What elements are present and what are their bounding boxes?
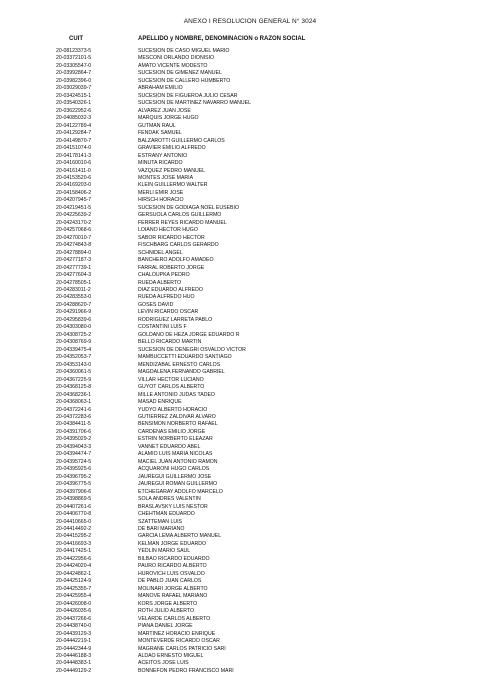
name-cell: BONNEFON PEDRO FRANCISCO MARI: [138, 667, 234, 674]
cuit-cell: 20-04394474-7: [56, 451, 92, 458]
name-cell: ETCHEGARAY ADOLFO MARCELO: [138, 488, 223, 495]
name-cell: MAMBUCCETTI EDUARDO SANTIAGO: [138, 354, 232, 361]
table-row: [56, 227, 436, 234]
cuit-cell: 20-04391706-6: [56, 428, 92, 435]
cuit-cell: 20-04426008-0: [56, 600, 92, 607]
name-cell: MANOVE RAFAEL MARIANO: [138, 593, 208, 600]
name-cell: ALVAREZ JUAN JOSE: [138, 107, 191, 114]
name-cell: BILBAO RICARDO EDUARDO: [138, 555, 210, 562]
name-cell: FERRER REYES RICARDO MANUEL: [138, 219, 227, 226]
name-cell: ALDAO ERNESTO MIGUEL: [138, 652, 204, 659]
cuit-cell: 20-04308769-9: [56, 339, 92, 346]
table-row: [56, 145, 436, 152]
name-cell: BANCHERO ADOLFO AMADEO: [138, 257, 214, 264]
name-cell: FARRAL ROBERTO JORGE: [138, 264, 205, 271]
name-cell: KLEIN GUILLERMO WALTER: [138, 182, 208, 189]
table-row: [56, 55, 436, 62]
cuit-cell: 20-04449129-2: [56, 667, 92, 674]
name-cell: MILLE ANTONIO JUDAS TADEO: [138, 391, 215, 398]
name-cell: SABOR RICARDO HECTOR: [138, 234, 205, 241]
table-row: [56, 48, 436, 55]
name-cell: SUCESION DE CASO MIGUEL MARIO: [138, 48, 230, 54]
name-cell: SUCESION DE DENEGRI OSVALDO VICTOR: [138, 346, 246, 353]
table-row: [56, 548, 436, 555]
table-row: [56, 362, 436, 369]
table-row: [56, 429, 436, 436]
cuit-cell: 20-04396775-5: [56, 481, 92, 488]
cuit-cell: 20-04277604-3: [56, 272, 92, 279]
name-cell: GRAVIER EMILIO ALFREDO: [138, 145, 206, 152]
table-row: [56, 496, 436, 503]
name-cell: KELMAN JORGE EDUARDO: [138, 540, 207, 547]
cuit-cell: 20-04122789-4: [56, 122, 92, 129]
name-cell: YUDYO ALBERTO HORACIO: [138, 406, 208, 413]
cuit-cell: 20-04425124-9: [56, 578, 92, 585]
name-cell: JAUREGUI ROMAN GUILLERMO: [138, 481, 217, 488]
cuit-cell: 20-04416693-3: [56, 540, 92, 547]
table-row: [56, 586, 436, 593]
cuit-cell: 20-04225639-2: [56, 212, 92, 219]
table-row: [56, 593, 436, 600]
name-cell: SUCESION DE GIMENEZ MANUEL: [138, 70, 222, 77]
name-cell: VILLAR HECTOR LUCIANO: [138, 376, 204, 383]
name-cell: SUCESION DE FIGUEROA JULIO CESAR: [138, 92, 238, 99]
cuit-cell: 20-04277739-1: [56, 264, 92, 271]
table-row: [56, 511, 436, 518]
name-cell: CHALOUPKA PEDRO: [138, 272, 190, 279]
name-cell: MESCONI ORLANDO DIONISIO: [138, 55, 215, 62]
table-row: [56, 250, 436, 257]
cuit-cell: 20-04149870-7: [56, 137, 92, 144]
cuit-cell: 20-04442219-1: [56, 638, 92, 645]
table-row: [56, 646, 436, 653]
name-cell: VANNET EDUARDO ABEL: [138, 443, 201, 450]
name-cell: DIAZ EDUARDO ALFREDO: [138, 287, 203, 293]
cuit-cell: 20-04353143-0: [56, 361, 92, 368]
cuit-cell: 20-04439129-3: [56, 630, 92, 637]
table-row: [56, 414, 436, 421]
cuit-cell: 20-04283553-0: [56, 294, 92, 301]
name-cell: GUTMAN RAUL: [138, 122, 176, 129]
cuit-cell: 20-04442344-9: [56, 645, 92, 652]
table-row: [56, 280, 436, 287]
cuit-cell: 20-04283011-2: [56, 287, 91, 293]
table-row: [56, 421, 436, 428]
cuit-cell: 20-04367225-9: [56, 376, 92, 383]
cuit-cell: 20-04437266-6: [56, 615, 92, 622]
name-cell: RODRIGUEZ LARRETA PABLO: [138, 316, 213, 323]
table-row: [56, 220, 436, 227]
cuit-cell: 20-04398869-5: [56, 496, 92, 503]
table-row: [56, 168, 436, 175]
table-row: [56, 332, 436, 339]
cuit-cell: 20-04352053-7: [56, 354, 92, 361]
cuit-cell: 20-04424020-4: [56, 563, 92, 570]
cuit-cell: 20-04207945-7: [56, 197, 92, 204]
name-cell: RUEDA ALBERTO: [138, 279, 182, 286]
name-cell: HUROVICH LUIS OSVALDO: [138, 570, 205, 577]
table-row: [56, 436, 436, 443]
cuit-cell: 20-04414492-2: [56, 526, 92, 532]
name-cell: ROTH JULIO ALBERTO: [138, 608, 195, 615]
name-cell: FISCHBARG CARLOS GERARDO: [138, 242, 219, 249]
name-cell: ALAMIO LUIS MARIA NICOLAS: [138, 451, 213, 458]
table-row: [56, 601, 436, 608]
table-row: [56, 459, 436, 466]
cuit-cell: 20-04395724-5: [56, 458, 92, 465]
name-cell: GOLDANO DE HEZA JORGE EDUARDO R: [138, 331, 240, 338]
cuit-cell: 20-04219451-5: [56, 204, 92, 211]
name-cell: SCHNIDEL ANGEL: [138, 249, 183, 256]
cuit-cell: 20-04303080-0: [56, 324, 92, 331]
table-row: [56, 339, 436, 346]
name-cell: LEVIN RICARDO OSCAR: [138, 309, 199, 316]
cuit-cell: 20-03424515-1: [56, 92, 92, 99]
cuit-cell: 20-04278505-1: [56, 279, 92, 286]
table-row: [56, 668, 436, 675]
table-row: [56, 197, 436, 204]
cuit-cell: 20-04339475-4: [56, 346, 92, 353]
cuit-cell: 20-04368236-1: [56, 391, 92, 398]
table-row: [56, 317, 436, 324]
table-row: [56, 407, 436, 414]
cuit-cell: 20-04426035-6: [56, 608, 92, 615]
table-row: [56, 578, 436, 585]
name-cell: BALZAROTTI GUILLERMO CARLOS: [138, 137, 225, 144]
name-cell: SUCESION DE MARTINEZ NAVARRO MANUEL: [138, 100, 251, 107]
table-row: [56, 631, 436, 638]
table-row: [56, 182, 436, 189]
cuit-cell: 20-04085032-3: [56, 115, 92, 122]
table-row: [56, 384, 436, 391]
table-row: [56, 257, 436, 264]
cuit-cell: 20-03982396-0: [56, 77, 92, 84]
table-row: [56, 526, 436, 533]
name-cell: SUCESION DE GODIAGA NOEL EUSEBIO: [138, 204, 239, 211]
name-cell: GUTIERREZ ZALDIVAR ALVARO: [138, 413, 216, 420]
table-row: [56, 205, 436, 212]
table-row: [56, 302, 436, 309]
taxpayer-list: [56, 48, 436, 675]
table-row: [56, 466, 436, 473]
name-cell: KORS JORGE ALBERTO: [138, 600, 198, 607]
table-row: [56, 660, 436, 667]
name-cell: MERLI EMIR JOSE: [138, 189, 184, 196]
table-row: [56, 474, 436, 481]
name-cell: MONTEVERDE RICARDO OSCAR: [138, 638, 220, 645]
table-row: [56, 100, 436, 107]
cuit-cell: 20-04257068-6: [56, 227, 92, 234]
cuit-cell: 20-04277187-3: [56, 257, 92, 264]
name-cell: BENSIMON NORBERTO RAFAEL: [138, 421, 218, 428]
cuit-cell: 20-04243170-2: [56, 219, 92, 226]
table-row: [56, 519, 436, 526]
cuit-cell: 20-04295839-6: [56, 316, 92, 323]
table-row: [56, 563, 436, 570]
cuit-cell: 20-04288620-7: [56, 301, 92, 308]
name-cell: ESTRANY ANTONIO: [138, 152, 188, 159]
cuit-cell: 20-03540326-1: [56, 100, 92, 107]
table-row: [56, 369, 436, 376]
cuit-cell: 20-04291966-9: [56, 309, 92, 316]
table-row: [56, 242, 436, 249]
cuit-cell: 20-08123373-5: [56, 48, 92, 54]
table-row: [56, 85, 436, 92]
cuit-cell: 20-04372283-6: [56, 413, 92, 420]
table-row: [56, 153, 436, 160]
cuit-cell: 20-04395029-2: [56, 436, 92, 443]
name-cell: PIANA DANIEL JORGE: [138, 623, 193, 630]
table-row: [56, 190, 436, 197]
name-cell: DE BARI MARIANO: [138, 526, 185, 532]
table-row: [56, 392, 436, 399]
table-row: [56, 235, 436, 242]
table-row: [56, 115, 436, 122]
name-cell: COSTANTINI LUIS F: [138, 324, 187, 331]
table-row: [56, 377, 436, 384]
name-cell: FENDAK SAMUEL: [138, 130, 182, 137]
name-cell: SZATTEMAN LUIS: [138, 518, 183, 525]
cuit-cell: 20-04372241-6: [56, 406, 92, 413]
table-row: [56, 93, 436, 100]
table-row: [56, 571, 436, 578]
name-cell: MOLINARI JORGE ALBERTO: [138, 585, 208, 592]
name-cell: PAURO RICARDO ALBERTO: [138, 563, 207, 570]
name-cell: MENDIZABAL ERNESTO CARLOS: [138, 361, 221, 368]
cuit-cell: 20-04308725-2: [56, 331, 92, 338]
table-row: [56, 63, 436, 70]
name-cell: DE PABLO JUAN CARLOS: [138, 578, 202, 585]
cuit-cell: 20-04397906-6: [56, 488, 92, 495]
name-cell: AMATO VICENTE MODESTO: [138, 62, 208, 69]
name-cell: JAUREGUI GUILLERMO JOSE: [138, 473, 212, 480]
cuit-cell: 20-04278894-0: [56, 249, 92, 256]
name-cell: GARCIA LEMA ALBERTO MANUEL: [138, 533, 222, 540]
table-row: [56, 160, 436, 167]
name-cell: ABRAHAM EMILIO: [138, 85, 183, 92]
cuit-cell: 20-04368125-8: [56, 384, 92, 391]
table-row: [56, 541, 436, 548]
name-cell: MACIEL JUAN ANTONIO RAMON: [138, 458, 218, 465]
table-row: [56, 272, 436, 279]
table-row: [56, 78, 436, 85]
name-cell: SUCESION DE CALLERO HUMBERTO: [138, 77, 231, 84]
cuit-cell: 20-04395925-6: [56, 466, 92, 473]
table-row: [56, 175, 436, 182]
name-cell: MAGDALENA FERNANDO GABRIEL: [138, 369, 225, 376]
name-cell: MAGRANE CARLOS PATRICIO SARI: [138, 645, 226, 652]
cuit-cell: 20-04410665-0: [56, 518, 92, 525]
name-cell: MARQUIS JORGE HUGO: [138, 115, 199, 122]
cuit-cell: 20-04161411-0: [56, 167, 91, 174]
cuit-cell: 20-04158406-2: [56, 189, 92, 196]
table-row: [56, 347, 436, 354]
table-row: [56, 294, 436, 301]
column-header-cuit: CUIT: [69, 36, 83, 42]
name-cell: MARTINEZ HORACIO ENRIQUE: [138, 630, 216, 637]
name-cell: HIRSCH HORACIO: [138, 197, 184, 204]
name-cell: BRASLAVSKY LUIS NESTOR: [138, 503, 208, 510]
cuit-cell: 20-03305547-0: [56, 62, 92, 69]
name-cell: GOSES DAVID: [138, 301, 174, 308]
table-row: [56, 108, 436, 115]
name-cell: MASAD ENRIQUE: [138, 399, 182, 406]
name-cell: ACQUARONI HUGO CARLOS: [138, 466, 210, 473]
cuit-cell: 20-04446188-3: [56, 652, 92, 659]
table-row: [56, 489, 436, 496]
name-cell: YEDLIN MARIO SAUL: [138, 548, 191, 555]
name-cell: VAZQUEZ PEDRO MANUEL: [138, 167, 206, 174]
table-row: [56, 399, 436, 406]
table-row: [56, 481, 436, 488]
table-row: [56, 444, 436, 451]
column-header-name: APELLIDO y NOMBRE, DENOMINACION o RAZON SOCIAL: [138, 36, 306, 42]
cuit-cell: 20-03622952-6: [56, 107, 92, 114]
table-row: [56, 638, 436, 645]
name-cell: MONTES JOSE MARIA: [138, 174, 194, 181]
table-row: [56, 70, 436, 77]
table-row: [56, 265, 436, 272]
table-row: [56, 451, 436, 458]
cuit-cell: 20-04129284-7: [56, 130, 92, 137]
table-row: [56, 504, 436, 511]
table-row: [56, 623, 436, 630]
table-row: [56, 324, 436, 331]
page-title: ANEXO I RESOLUCION GENERAL N° 3024: [183, 18, 317, 25]
name-cell: MINUTA RICARDO: [138, 160, 183, 167]
cuit-cell: 20-04425955-4: [56, 593, 92, 600]
table-row: [56, 130, 436, 137]
table-row: [56, 138, 436, 145]
cuit-cell: 20-04415295-2: [56, 533, 92, 540]
name-cell: ESTRIN NORBERTO ELEAZAR: [138, 436, 213, 443]
name-cell: BELLO RICARDO MARTIN: [138, 339, 202, 346]
cuit-cell: 20-04153520-6: [56, 174, 92, 181]
table-row: [56, 287, 436, 294]
name-cell: GERSUOLA CARLOS GUILLERMO: [138, 212, 222, 219]
cuit-cell: 20-04384411-5: [56, 421, 91, 428]
cuit-cell: 20-03029039-7: [56, 85, 92, 92]
cuit-cell: 20-04270010-7: [56, 234, 92, 241]
name-cell: ACEITOS JOSE LUIS: [138, 660, 189, 667]
cuit-cell: 20-04151074-0: [56, 145, 92, 152]
cuit-cell: 20-04160010-6: [56, 160, 92, 167]
cuit-cell: 20-04274843-8: [56, 242, 92, 249]
name-cell: GUYOT CARLOS ALBERTO: [138, 384, 205, 391]
table-row: [56, 212, 436, 219]
table-row: [56, 556, 436, 563]
cuit-cell: 20-03992864-7: [56, 70, 92, 77]
table-row: [56, 608, 436, 615]
cuit-cell: 20-04407261-6: [56, 503, 92, 510]
cuit-cell: 20-04360061-5: [56, 369, 92, 376]
cuit-cell: 20-04178141-3: [56, 152, 92, 159]
table-row: [56, 653, 436, 660]
cuit-cell: 20-04394043-3: [56, 443, 92, 450]
cuit-cell: 20-04406770-8: [56, 511, 92, 518]
table-row: [56, 533, 436, 540]
cuit-cell: 20-04424862-1: [56, 570, 92, 577]
name-cell: CHEHTMAN EDUARDO: [138, 511, 195, 518]
cuit-cell: 20-04425355-7: [56, 585, 92, 592]
name-cell: CARDENAS EMILIO JORGE: [138, 428, 206, 435]
cuit-cell: 20-04448383-1: [56, 660, 92, 667]
name-cell: SOLA ANDRES VALENTIN: [138, 496, 201, 503]
cuit-cell: 20-04422956-6: [56, 555, 92, 562]
cuit-cell: 20-04169203-0: [56, 182, 92, 189]
cuit-cell: 20-04417425-1: [56, 548, 92, 555]
table-row: [56, 354, 436, 361]
name-cell: VELARDE CARLOS ALBERTO: [138, 615, 211, 622]
table-row: [56, 123, 436, 130]
table-row: [56, 309, 436, 316]
name-cell: RUEDA ALFREDO HUO: [138, 294, 195, 301]
name-cell: LOIANO HECTOR HUGO: [138, 227, 198, 234]
cuit-cell: 20-04368063-1: [56, 399, 92, 406]
cuit-cell: 20-04396795-2: [56, 473, 92, 480]
cuit-cell: 20-03372101-5: [56, 55, 92, 62]
cuit-cell: 20-04438740-0: [56, 623, 92, 630]
